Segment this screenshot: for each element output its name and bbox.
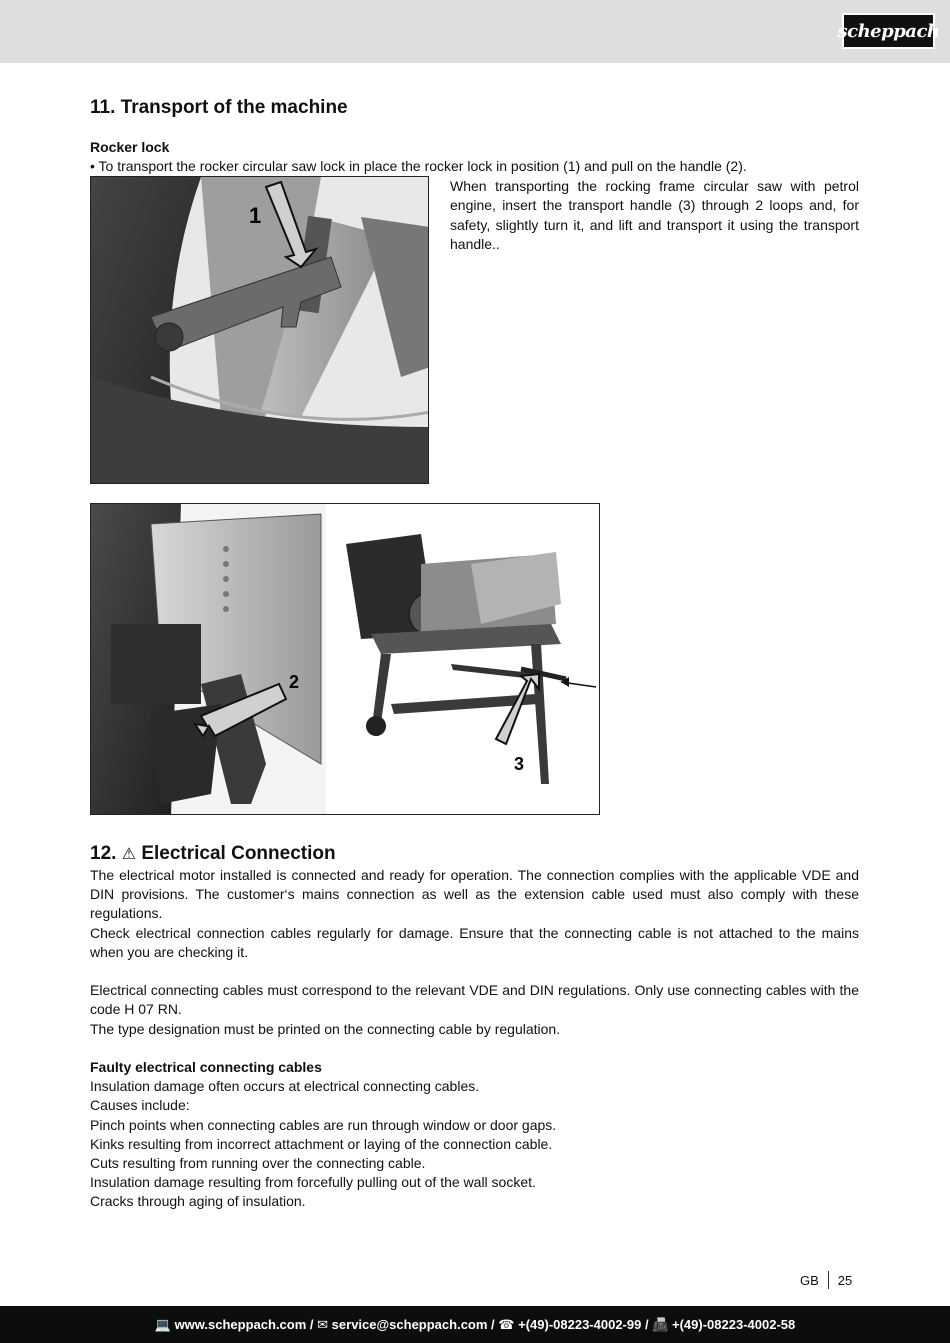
footer-bar <box>0 1306 950 1343</box>
email-link[interactable]: service@scheppach.com <box>331 1317 488 1332</box>
paragraph: Check electrical connection cables regularly for damage. Ensure that the connecting cable is not attached to the mains when you are checking it. <box>90 924 859 960</box>
paragraph: Electrical connecting cables must correspond to the relevant VDE and DIN regulations. Only use connecting cables with the code H 07 RN. <box>90 982 859 1018</box>
figure-2-label-left: 2 <box>289 672 300 692</box>
rocker-lock-instruction: • To transport the rocker circular saw lock in place the rocker lock in position (1) and pull on the handle (2). <box>90 158 747 174</box>
rocker-lock-photo <box>90 176 429 484</box>
list-item: Kinks resulting from incorrect attachment or laying of the connection cable. <box>90 1135 553 1152</box>
list-item: Insulation damage often occurs at electrical connecting cables. <box>90 1078 480 1095</box>
electrical-connection-body <box>90 866 859 1212</box>
fax-number: +(49)-08223-4002-58 <box>672 1317 796 1332</box>
logo-text: scheppach <box>837 20 940 42</box>
list-item: Cracks through aging of insulation. <box>90 1193 306 1210</box>
section-11-title: 11. Transport of the machine <box>90 97 348 118</box>
faulty-cables-heading: Faulty electrical connecting cables <box>90 1059 322 1075</box>
mail-icon: ✉ <box>317 1316 329 1332</box>
list-item: Pinch points when connecting cables are run through window or door gaps. <box>90 1116 557 1133</box>
transport-handle-photo <box>90 503 600 815</box>
fax-icon: 📠 <box>652 1316 669 1332</box>
list-item: Cuts resulting from running over the connecting cable. <box>90 1155 426 1172</box>
website-link[interactable]: www.scheppach.com <box>174 1317 307 1332</box>
language-code: GB <box>800 1272 819 1288</box>
footer-separator: / <box>487 1317 499 1332</box>
header-bar <box>0 0 950 63</box>
rocker-lock-heading: Rocker lock <box>90 139 170 155</box>
list-item: Insulation damage resulting from forcefully pulling out of the wall socket. <box>90 1174 536 1191</box>
phone-icon: ☎ <box>498 1316 515 1332</box>
paragraph: The type designation must be printed on the connecting cable by regulation. <box>90 1020 561 1037</box>
section-12-title <box>90 843 336 865</box>
figure-1-label: 1 <box>249 203 262 228</box>
figure-2-label-right: 3 <box>514 754 525 774</box>
transport-handle-text: When transporting the rocking frame circular saw with petrol engine, insert the transport handle (3) through 2 loops and, for safety, slightly turn it, and lift and transport it using the transport handle.. <box>450 178 859 252</box>
scheppach-logo <box>837 13 940 49</box>
divider <box>828 1271 829 1289</box>
phone-number: +(49)-08223-4002-99 <box>518 1317 642 1332</box>
paragraph: The electrical motor installed is connected and ready for operation. The connection complies with the applicable VDE and DIN provisions. The customer‘s mains connection as well as the extension cable used must also comply with these regulations. <box>90 867 859 922</box>
list-item: Causes include: <box>90 1097 190 1114</box>
section-12-heading: Electrical Connection <box>141 843 336 864</box>
warning-icon: ⚠ <box>121 846 137 863</box>
page-number <box>800 1271 852 1289</box>
footer-separator: / <box>306 1317 318 1332</box>
computer-icon: 💻 <box>154 1316 171 1332</box>
page-number-value: 25 <box>837 1272 853 1288</box>
section-12-number: 12. <box>90 843 117 864</box>
footer-separator: / <box>641 1317 653 1332</box>
